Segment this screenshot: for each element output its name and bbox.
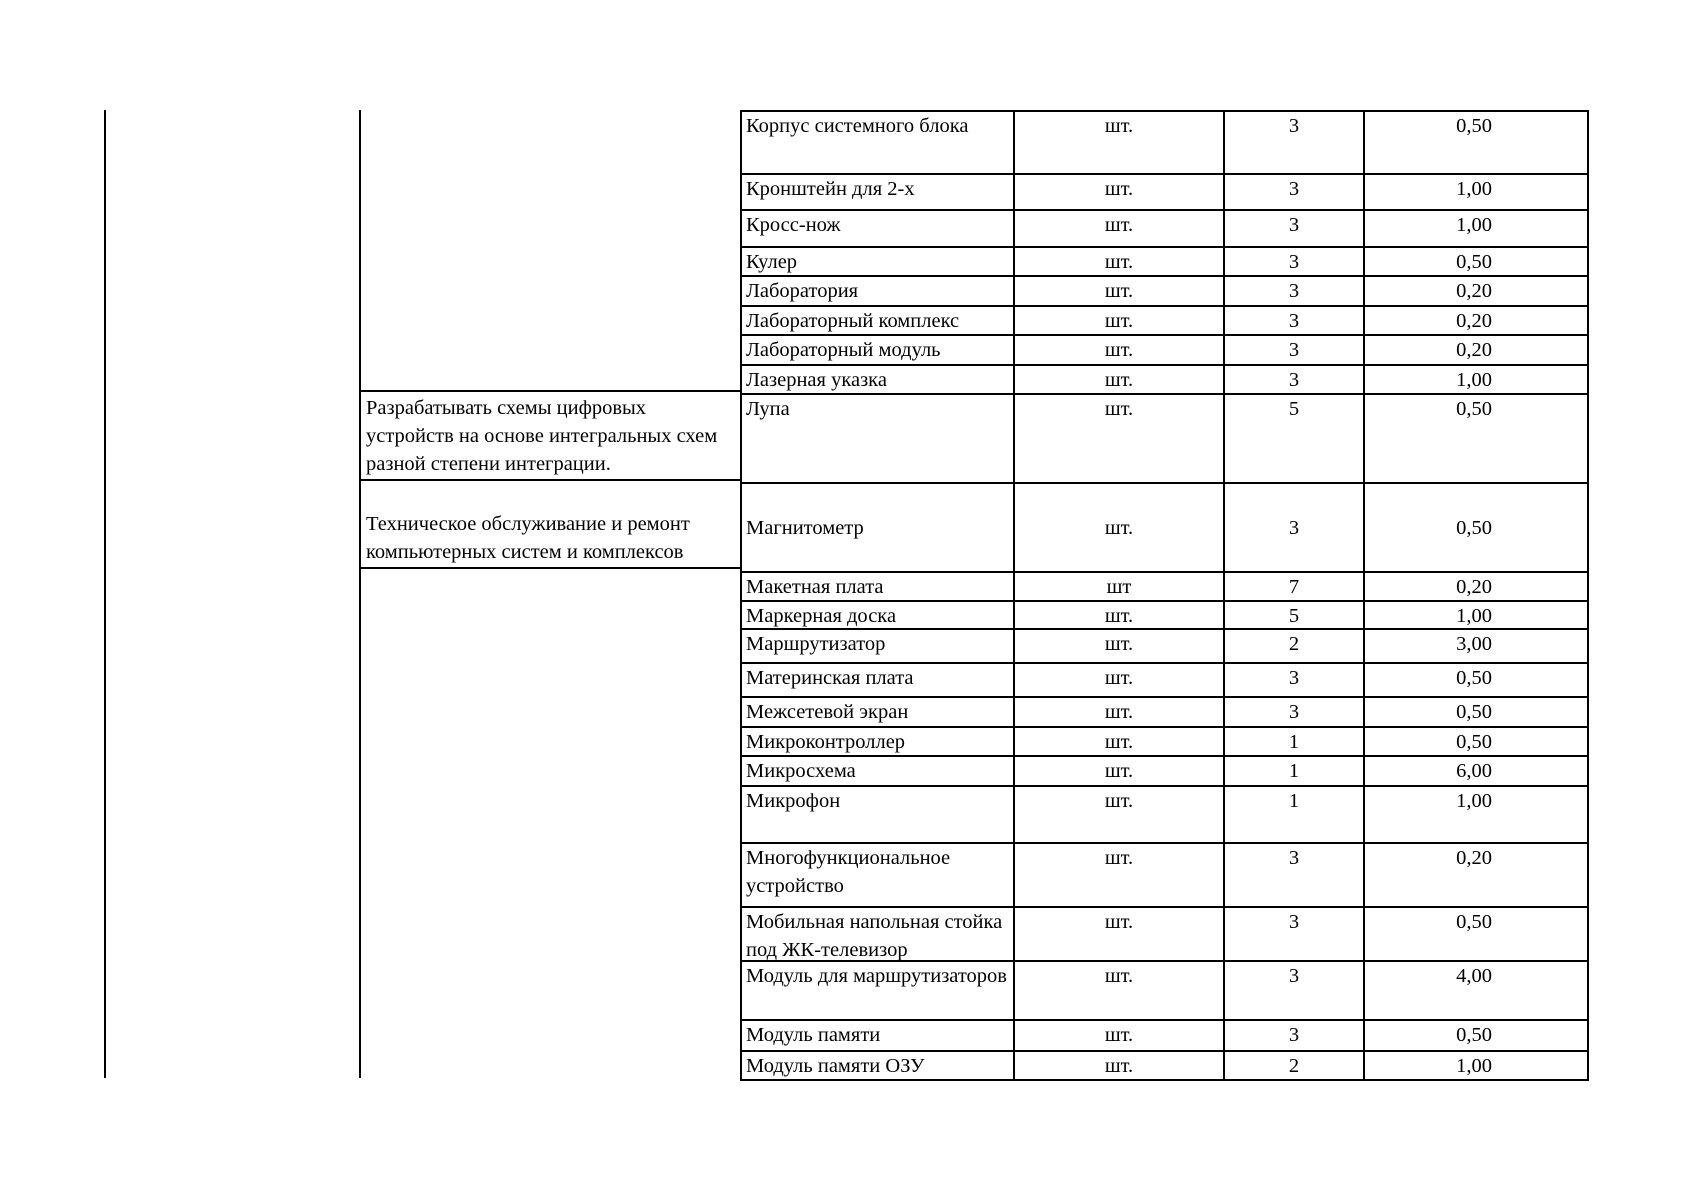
quantity-cell: 7 [1225, 573, 1365, 600]
quantity-cell: 3 [1225, 484, 1365, 571]
value-cell: 3,00 [1456, 633, 1492, 655]
quantity-cell: 3 [1225, 211, 1365, 246]
quantity-cell: 3 [1225, 1021, 1365, 1050]
table-row [742, 600, 1587, 628]
equipment-table [740, 110, 1589, 1081]
table-row [742, 696, 1587, 726]
item-name-cell: Микроконтроллер [742, 728, 1015, 755]
unit-cell: шт. [1015, 908, 1225, 960]
side-group-maintenance [362, 510, 740, 566]
quantity-cell: 3 [1225, 908, 1365, 960]
item-name-cell: Модуль для маршрутизаторов [742, 962, 1015, 1019]
table-row [742, 209, 1587, 246]
value-cell: 0,50 [1456, 667, 1492, 689]
table-row [742, 755, 1587, 785]
table-row [742, 364, 1587, 393]
item-name-cell: Кулер [742, 248, 1015, 275]
table-row [742, 1019, 1587, 1050]
quantity-cell: 1 [1225, 787, 1365, 842]
unit-cell: шт. [1015, 484, 1225, 571]
quantity-cell: 3 [1225, 277, 1365, 305]
quantity-cell: 5 [1225, 602, 1365, 628]
value-cell: 0,20 [1456, 280, 1492, 302]
item-name-cell: Макетная плата [742, 573, 1015, 600]
quantity-cell: 3 [1225, 698, 1365, 726]
unit-cell: шт. [1015, 395, 1225, 482]
side-group-top-border [359, 390, 741, 392]
quantity-cell: 3 [1225, 962, 1365, 1019]
unit-cell: шт. [1015, 248, 1225, 275]
item-name-cell: Лабораторный комплекс [742, 307, 1015, 334]
quantity-cell: 3 [1225, 664, 1365, 696]
item-name-cell: Магнитометр [742, 484, 1015, 571]
item-name-cell: Микросхема [742, 757, 1015, 785]
quantity-cell: 2 [1225, 1052, 1365, 1079]
side-group-divider [359, 479, 741, 481]
value-cell: 0,50 [1456, 517, 1492, 539]
unit-cell: шт. [1015, 175, 1225, 209]
item-name-cell: Межсетевой экран [742, 698, 1015, 726]
table-row [742, 662, 1587, 696]
side-group-bottom-border [359, 567, 741, 569]
value-cell: 0,50 [1456, 115, 1492, 137]
table-row [742, 246, 1587, 275]
unit-cell: шт. [1015, 336, 1225, 364]
second-column-line [359, 110, 361, 1078]
unit-cell: шт. [1015, 307, 1225, 334]
value-cell: 4,00 [1456, 965, 1492, 987]
table-row [742, 334, 1587, 364]
value-cell: 0,20 [1456, 310, 1492, 332]
unit-cell: шт. [1015, 277, 1225, 305]
table-row [742, 305, 1587, 334]
value-cell: 0,20 [1456, 576, 1492, 598]
quantity-cell: 3 [1225, 307, 1365, 334]
quantity-cell: 3 [1225, 175, 1365, 209]
side-group-digital-circuits [362, 394, 740, 478]
table-row [742, 393, 1587, 482]
unit-cell: шт. [1015, 962, 1225, 1019]
value-cell: 1,00 [1456, 214, 1492, 236]
item-name-cell: Маркерная доска [742, 602, 1015, 628]
side-group-text: Техническое обслуживание и ремонт компьютерных систем и комплексов [366, 513, 690, 563]
item-name-cell: Корпус системного блока [742, 112, 1015, 173]
item-name-cell: Маршрутизатор [742, 630, 1015, 662]
unit-cell: шт. [1015, 1052, 1225, 1079]
side-group-text: Разрабатывать схемы цифровых устройств на основе интегральных схем разной степени интеграции. [366, 397, 718, 475]
value-cell: 0,20 [1456, 847, 1492, 869]
quantity-cell: 1 [1225, 728, 1365, 755]
value-cell: 0,50 [1456, 251, 1492, 273]
table-row [742, 960, 1587, 1019]
item-name-cell: Многофункциональное устройство [742, 844, 1015, 906]
table-row [742, 112, 1587, 173]
value-cell: 1,00 [1456, 790, 1492, 812]
value-cell: 1,00 [1456, 605, 1492, 627]
quantity-cell: 3 [1225, 336, 1365, 364]
unit-cell: шт. [1015, 211, 1225, 246]
item-name-cell: Модуль памяти [742, 1021, 1015, 1050]
table-row [742, 906, 1587, 960]
value-cell: 6,00 [1456, 760, 1492, 782]
unit-cell: шт. [1015, 728, 1225, 755]
table-row [742, 1050, 1587, 1079]
value-cell: 0,50 [1456, 911, 1492, 933]
value-cell: 1,00 [1456, 178, 1492, 200]
table-row [742, 785, 1587, 842]
unit-cell: шт. [1015, 844, 1225, 906]
unit-cell: шт. [1015, 698, 1225, 726]
item-name-cell: Материнская плата [742, 664, 1015, 696]
quantity-cell: 2 [1225, 630, 1365, 662]
table-row [742, 628, 1587, 662]
table-row [742, 275, 1587, 305]
value-cell: 0,50 [1456, 701, 1492, 723]
table-row [742, 482, 1587, 571]
item-name-cell: Лазерная указка [742, 366, 1015, 393]
unit-cell: шт. [1015, 366, 1225, 393]
item-name-cell: Лабораторный модуль [742, 336, 1015, 364]
value-cell: 0,50 [1456, 1024, 1492, 1046]
quantity-cell: 5 [1225, 395, 1365, 482]
value-cell: 0,20 [1456, 339, 1492, 361]
table-row [742, 571, 1587, 600]
item-name-cell: Кронштейн для 2-х [742, 175, 1015, 209]
value-cell: 0,50 [1456, 731, 1492, 753]
item-name-cell: Кросс-нож [742, 211, 1015, 246]
item-name-cell: Лаборатория [742, 277, 1015, 305]
unit-cell: шт. [1015, 602, 1225, 628]
left-border-line [104, 110, 106, 1078]
quantity-cell: 3 [1225, 112, 1365, 173]
unit-cell: шт. [1015, 630, 1225, 662]
table-row [742, 173, 1587, 209]
unit-cell: шт. [1015, 664, 1225, 696]
unit-cell: шт. [1015, 787, 1225, 842]
unit-cell: шт. [1015, 1021, 1225, 1050]
table-row [742, 726, 1587, 755]
unit-cell: шт [1015, 573, 1225, 600]
value-cell: 1,00 [1456, 369, 1492, 391]
quantity-cell: 1 [1225, 757, 1365, 785]
value-cell: 1,00 [1456, 1055, 1492, 1077]
unit-cell: шт. [1015, 112, 1225, 173]
item-name-cell: Микрофон [742, 787, 1015, 842]
item-name-cell: Мобильная напольная стойка под ЖК-телевизор [742, 908, 1015, 960]
table-row [742, 842, 1587, 906]
quantity-cell: 3 [1225, 366, 1365, 393]
item-name-cell: Модуль памяти ОЗУ [742, 1052, 1015, 1079]
quantity-cell: 3 [1225, 248, 1365, 275]
value-cell: 0,50 [1456, 398, 1492, 420]
item-name-cell: Лупа [742, 395, 1015, 482]
unit-cell: шт. [1015, 757, 1225, 785]
quantity-cell: 3 [1225, 844, 1365, 906]
